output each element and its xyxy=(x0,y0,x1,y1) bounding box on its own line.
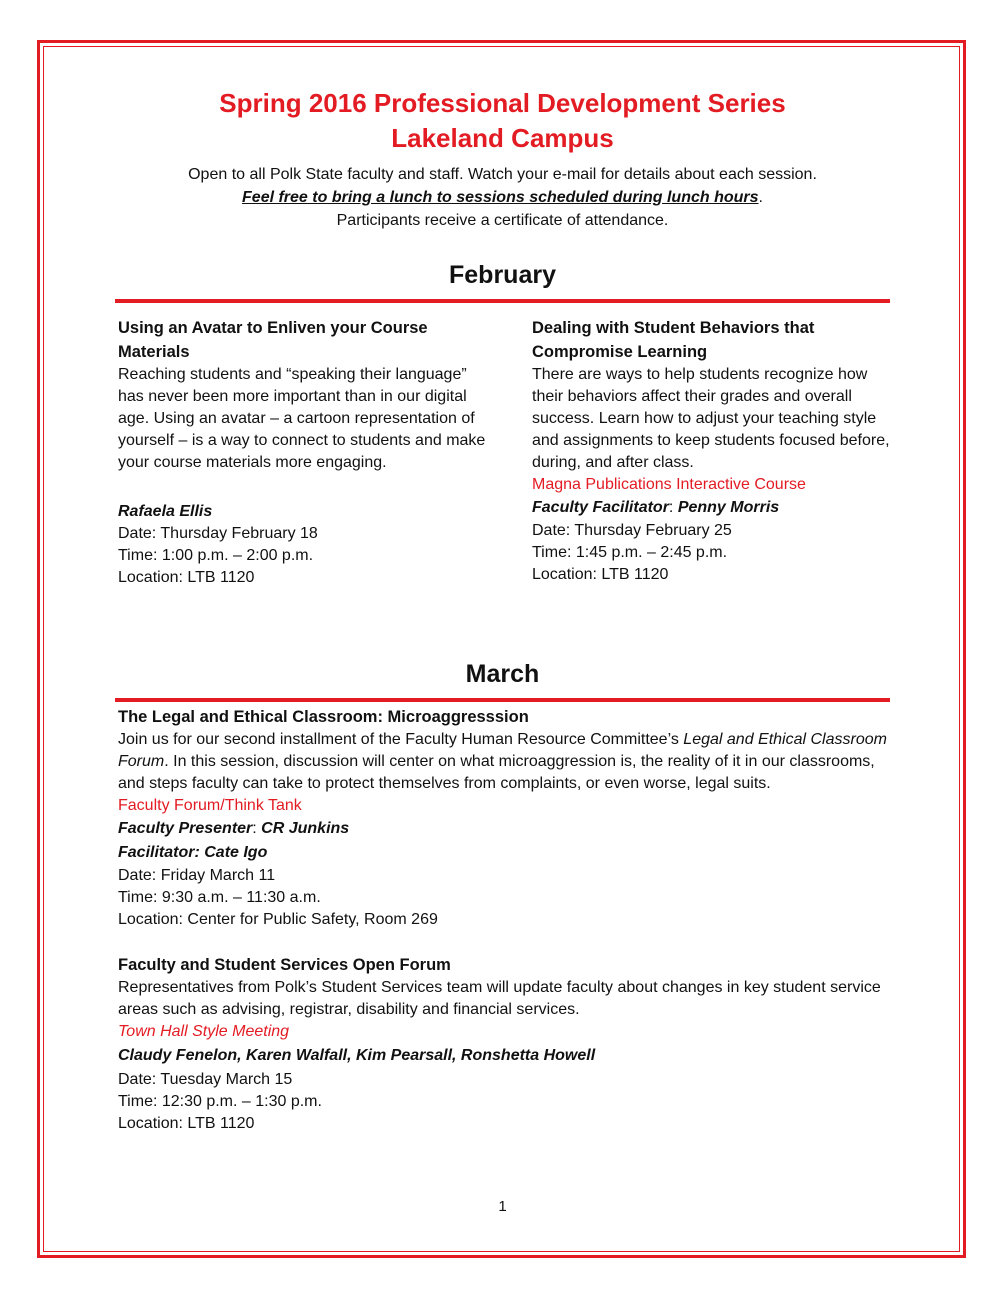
session-desc-line: areas such as advising, registrar, disability and financial services. xyxy=(118,1001,580,1018)
session-time: Time: 9:30 a.m. – 11:30 a.m. xyxy=(118,889,321,906)
feb-session-behaviors xyxy=(532,316,912,586)
session-location: Location: Center for Public Safety, Room 269 xyxy=(118,911,438,928)
intro-line3: Participants receive a certificate of attendance. xyxy=(336,212,669,229)
session-title: The Legal and Ethical Classroom: Microaggresssion xyxy=(118,708,529,726)
page-number: 1 xyxy=(498,1198,507,1215)
lunch-note: Feel free to bring a lunch to sessions scheduled during lunch hours xyxy=(242,189,759,206)
facilitator-label: Faculty Facilitator xyxy=(532,499,669,516)
session-desc-line xyxy=(118,751,918,773)
session-desc-line: during, and after class. xyxy=(532,454,694,471)
session-type: Town Hall Style Meeting xyxy=(118,1023,290,1040)
session-desc-line: and assignments to keep students focused before, xyxy=(532,432,890,449)
session-desc-line: success. Learn how to adjust your teaching style xyxy=(532,410,877,427)
session-location: Location: LTB 1120 xyxy=(118,1115,255,1132)
document-title-line1: Spring 2016 Professional Development Series xyxy=(219,88,786,118)
session-date: Date: Thursday February 25 xyxy=(532,522,732,539)
intro-line2 xyxy=(0,186,1005,209)
document-title-line2: Lakeland Campus xyxy=(391,123,614,153)
mar-session-legal-ethical xyxy=(118,705,918,931)
february-heading: February xyxy=(449,261,556,289)
march-divider xyxy=(115,698,890,702)
presenter-sep: : xyxy=(252,820,262,837)
session-location: Location: LTB 1120 xyxy=(532,566,669,583)
session-desc-line: age. Using an avatar – a cartoon representation of xyxy=(118,410,475,427)
feb-session-avatar xyxy=(118,316,513,589)
session-title: Using an Avatar to Enliven your Course xyxy=(118,319,428,337)
february-divider xyxy=(115,299,890,303)
session-title: Faculty and Student Services Open Forum xyxy=(118,956,451,974)
session-facilitator: Facilitator: Cate Igo xyxy=(118,844,268,861)
session-type: Magna Publications Interactive Course xyxy=(532,476,806,493)
march-heading: March xyxy=(465,660,540,688)
session-desc-line: their behaviors affect their grades and overall xyxy=(532,388,852,405)
session-time: Time: 1:45 p.m. – 2:45 p.m. xyxy=(532,544,728,561)
forum-name-cont: Forum xyxy=(118,753,165,770)
session-time: Time: 12:30 p.m. – 1:30 p.m. xyxy=(118,1093,322,1110)
session-presenter: Rafaela Ellis xyxy=(118,503,213,520)
session-time: Time: 1:00 p.m. – 2:00 p.m. xyxy=(118,547,314,564)
desc-text: Join us for our second installment of the Faculty Human Resource Committee’s xyxy=(118,731,684,748)
intro-line1: Open to all Polk State faculty and staff. Watch your e-mail for details about each session. xyxy=(188,166,817,183)
session-date: Date: Tuesday March 15 xyxy=(118,1071,293,1088)
session-desc-line: your course materials more engaging. xyxy=(118,454,387,471)
session-presenters: Claudy Fenelon, Karen Walfall, Kim Pearsall, Ronshetta Howell xyxy=(118,1047,596,1064)
facilitator-name: Penny Morris xyxy=(677,499,780,516)
session-desc-line: has never been more important than in our digital xyxy=(118,388,467,405)
session-title-cont: Compromise Learning xyxy=(532,343,708,361)
session-desc-line: and steps faculty can take to protect themselves from complaints, or even worse, legal suits. xyxy=(118,775,771,792)
session-date: Date: Thursday February 18 xyxy=(118,525,318,542)
session-desc-line: Representatives from Polk’s Student Services team will update faculty about changes in key student service xyxy=(118,979,881,996)
session-desc-line: yourself – is a way to connect to students and make xyxy=(118,432,486,449)
session-presenter xyxy=(118,817,918,841)
session-desc-line: Reaching students and “speaking their language” xyxy=(118,366,467,383)
presenter-label: Faculty Presenter xyxy=(118,820,253,837)
session-title: Dealing with Student Behaviors that xyxy=(532,319,815,337)
mar-session-open-forum xyxy=(118,953,918,1135)
lunch-note-period: . xyxy=(758,189,763,206)
presenter-name: CR Junkins xyxy=(261,820,350,837)
session-location: Location: LTB 1120 xyxy=(118,569,255,586)
spacer xyxy=(118,474,513,501)
desc-text: . In this session, discussion will center on what microaggression is, the reality of it in our classrooms, xyxy=(164,753,875,770)
forum-name: Legal and Ethical Classroom xyxy=(683,731,887,748)
session-desc-line xyxy=(118,729,918,751)
session-type: Faculty Forum/Think Tank xyxy=(118,797,302,814)
facilitator-sep: : xyxy=(668,499,678,516)
session-desc-line: There are ways to help students recognize how xyxy=(532,366,868,383)
session-title-cont: Materials xyxy=(118,343,190,361)
session-date: Date: Friday March 11 xyxy=(118,867,276,884)
session-facilitator xyxy=(532,496,912,520)
